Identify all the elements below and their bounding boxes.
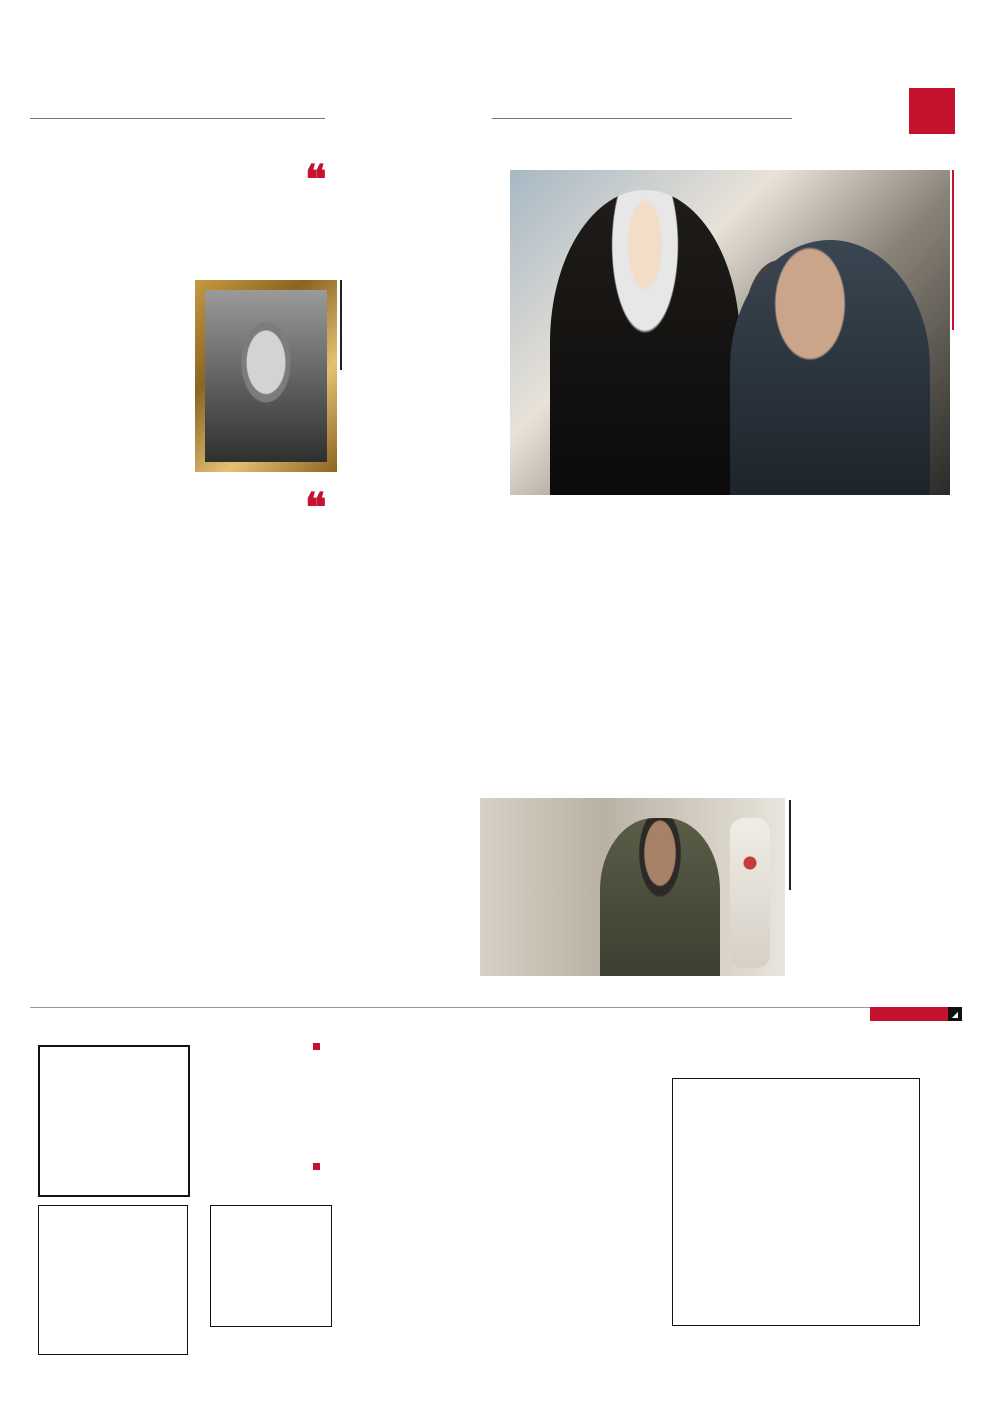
article-intro — [510, 650, 950, 710]
quote-mark-icon: ❝ — [305, 484, 327, 531]
header-rule-left — [30, 118, 325, 119]
logo — [909, 88, 955, 134]
page-header — [30, 78, 962, 138]
header-rule — [492, 118, 792, 119]
crossword-answer-grid — [210, 1205, 332, 1327]
masthead-logo — [902, 86, 962, 136]
answers-title — [200, 1160, 320, 1173]
framed-portrait — [195, 280, 337, 472]
pull-quote-1 — [195, 190, 337, 275]
photo-flower-vase — [730, 818, 770, 968]
bullet-icon — [313, 1163, 320, 1170]
crossword-grid — [672, 1078, 920, 1326]
crossword-clues — [343, 1100, 643, 1110]
section-divider — [30, 1007, 962, 1008]
quote-mark-icon: ❝ — [305, 156, 327, 203]
portrait-image — [205, 290, 327, 462]
column-interview-2 — [345, 655, 475, 1000]
column-interview-1 — [345, 163, 503, 653]
sudoku-info — [200, 1040, 320, 1057]
pull-quote-2 — [195, 520, 337, 620]
framed-photo-caption — [340, 280, 342, 370]
article-title-block — [510, 500, 950, 650]
soldier-photo — [480, 798, 785, 976]
column-left — [35, 163, 187, 1000]
sudoku-answer-grid — [38, 1205, 188, 1355]
answers-info — [200, 1160, 320, 1177]
sudoku-title — [200, 1040, 320, 1053]
puzzle-section-label — [870, 1007, 948, 1021]
main-photo-caption — [952, 170, 954, 330]
column-interview-3 — [195, 625, 337, 1000]
photo-figure-soldier — [600, 818, 720, 976]
column-right-lower — [812, 718, 947, 1001]
photo-figure-martyr — [730, 240, 930, 495]
sudoku-grid — [38, 1045, 190, 1197]
photo-figure-leader — [550, 190, 740, 495]
section-arrow-icon: ◢ — [948, 1007, 962, 1021]
crossword-row-numbers — [925, 1078, 945, 1326]
soldier-photo-caption — [789, 800, 791, 890]
column-mid-upper-b — [488, 718, 653, 793]
column-mid-upper-a — [660, 718, 805, 793]
main-photo — [510, 170, 950, 495]
bullet-icon — [313, 1043, 320, 1050]
